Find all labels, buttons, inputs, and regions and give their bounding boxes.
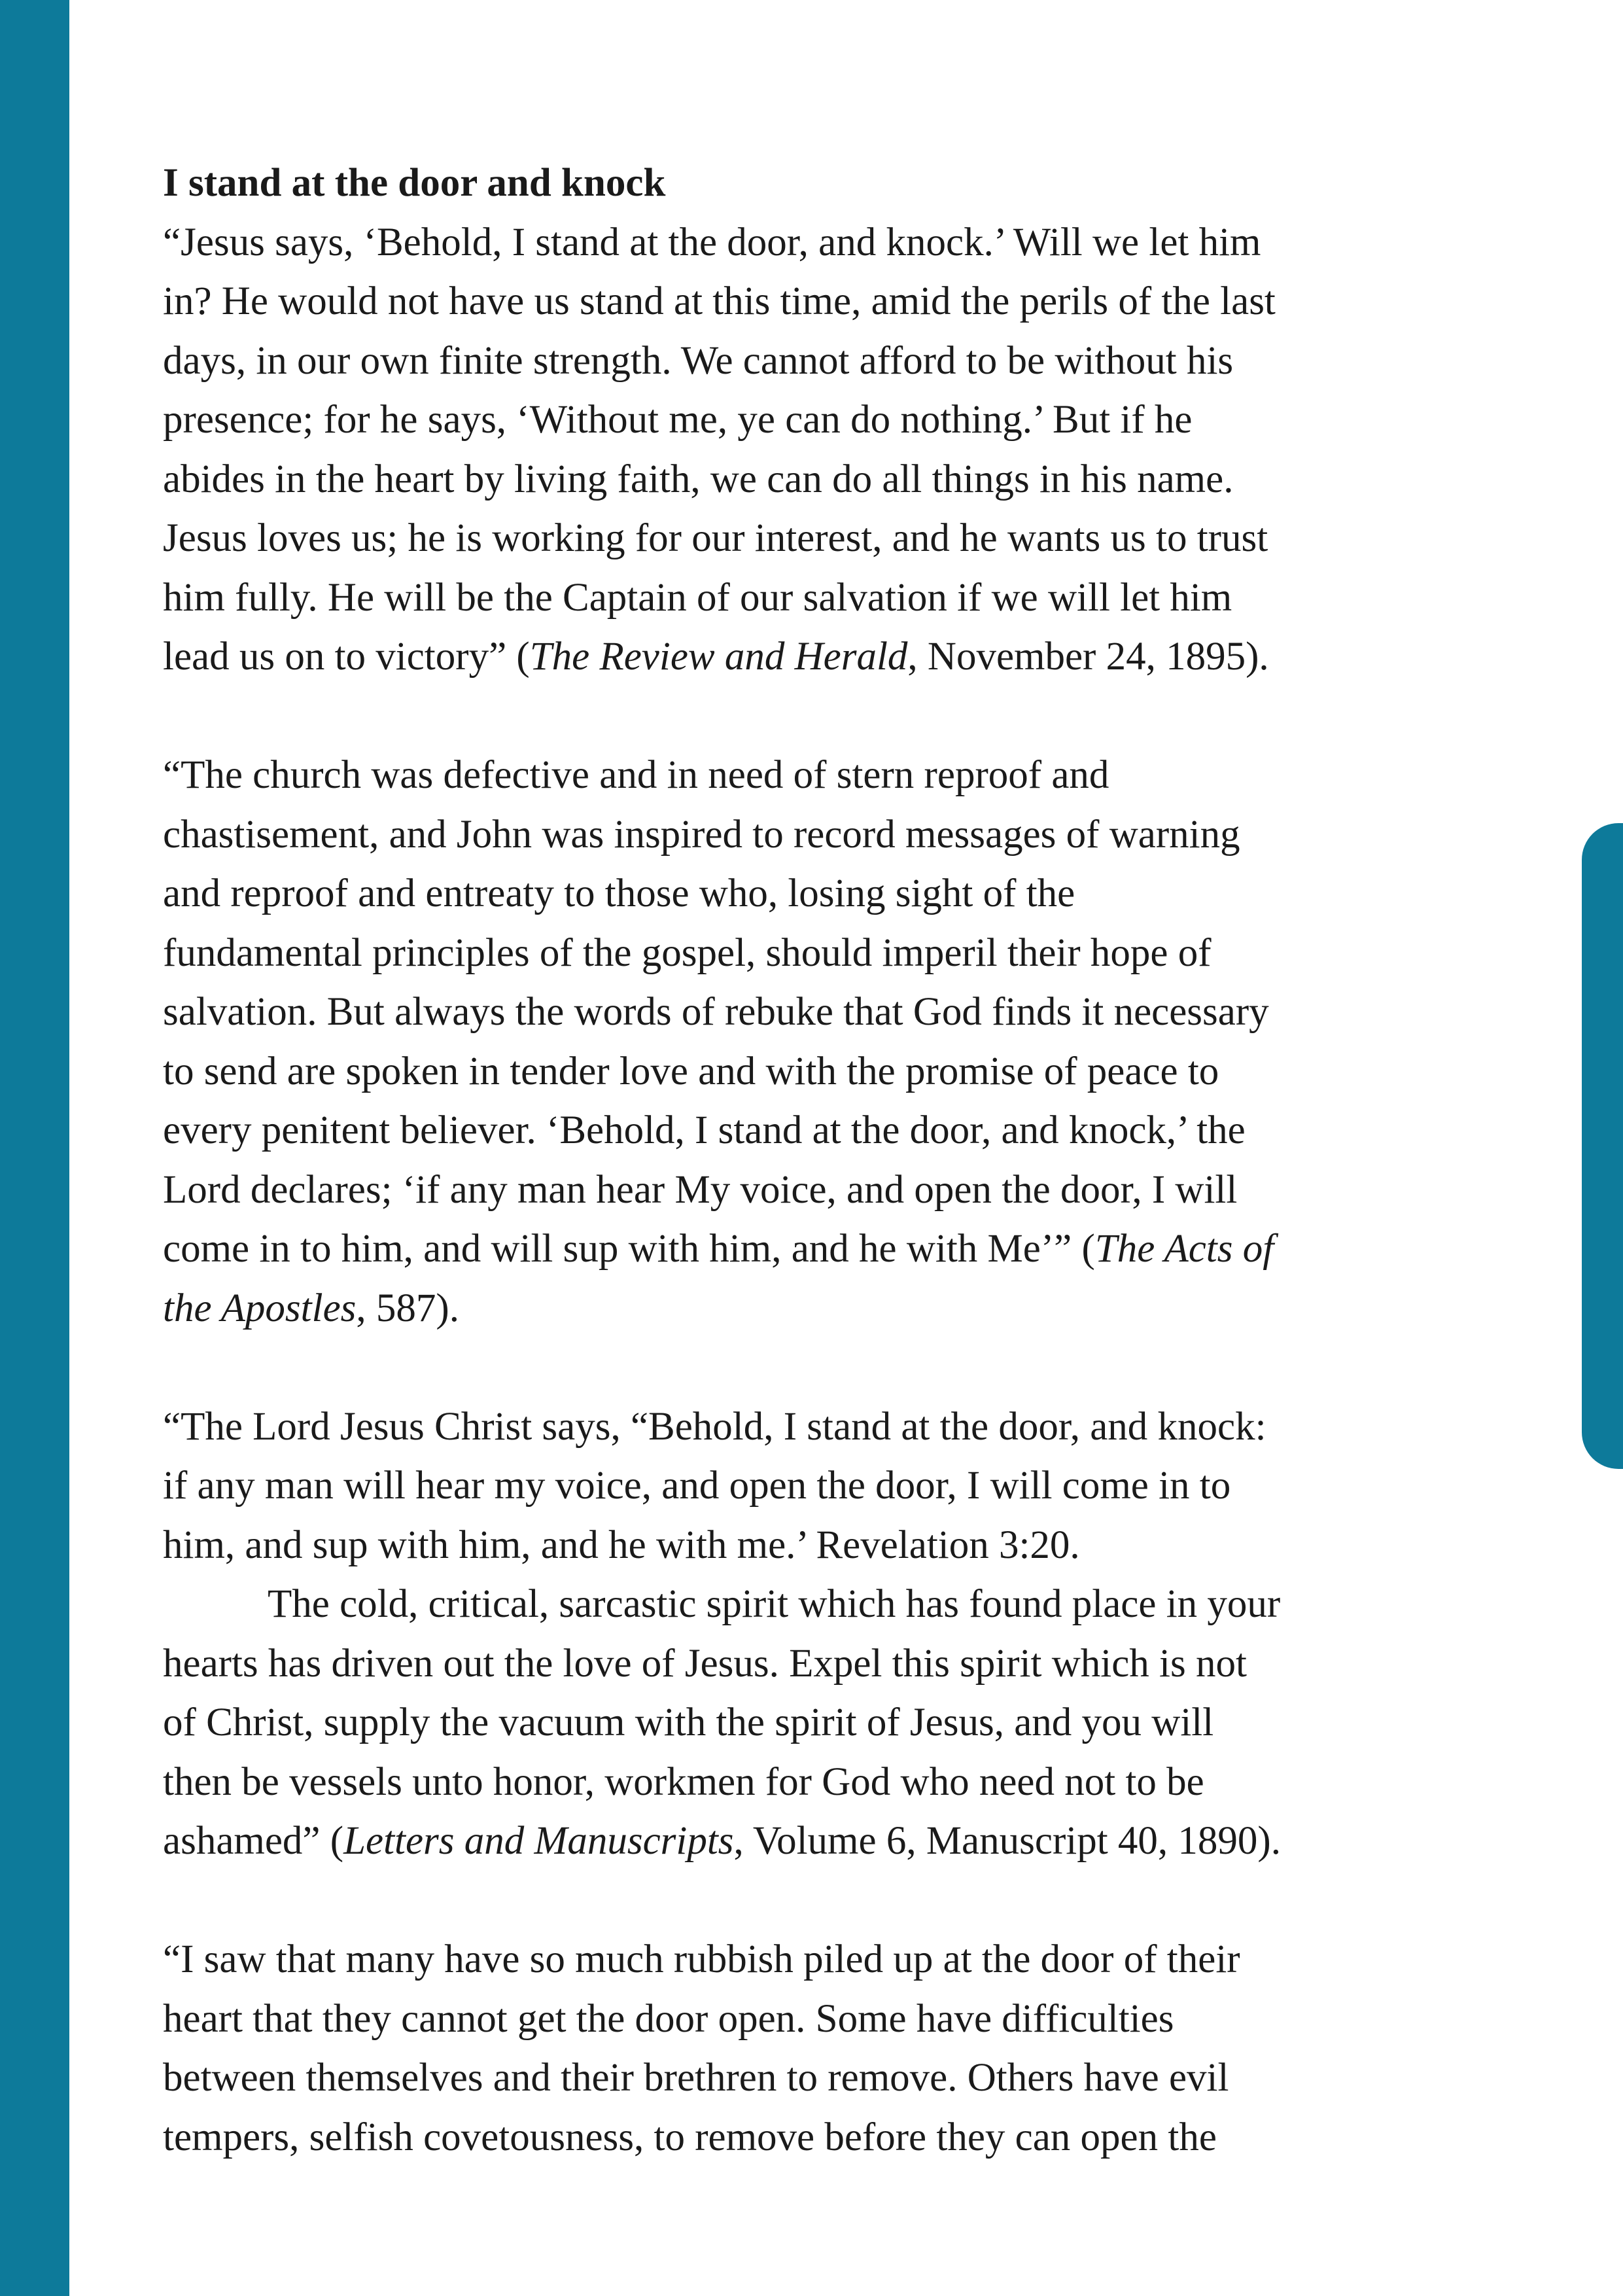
text-run: , Volume 6, Manuscript 40, 1890). — [733, 1819, 1281, 1863]
paragraph-gap — [163, 687, 1478, 747]
text-line — [163, 1812, 1478, 1871]
citation-title: The Review and Herald — [529, 635, 908, 679]
text-run: come in to him, and will sup with him, and he with Me’” ( — [163, 1227, 1095, 1271]
text-line: chastisement, and John was inspired to record messages of warning — [163, 812, 1240, 857]
paragraph-3 — [163, 1398, 1478, 1576]
text-line: Jesus loves us; he is working for our interest, and he wants us to trust — [163, 516, 1268, 560]
text-line: “I saw that many have so much rubbish piled up at the door of their — [163, 1937, 1240, 1981]
text-line: salvation. But always the words of rebuke that God finds it necessary — [163, 990, 1269, 1034]
text-line: him, and sup with him, and he with me.’ Revelation 3:20. — [163, 1523, 1080, 1567]
text-line: abides in the heart by living faith, we can do all things in his name. — [163, 457, 1234, 501]
text-line: between themselves and their brethren to remove. Others have evil — [163, 2056, 1229, 2100]
text-line: Lord declares; ‘if any man hear My voice, and open the door, I will — [163, 1167, 1238, 1212]
text-line: every penitent believer. ‘Behold, I stand at the door, and knock,’ the — [163, 1108, 1246, 1152]
text-line: to send are spoken in tender love and with the promise of peace to — [163, 1049, 1219, 1093]
left-accent-bar — [0, 0, 69, 2296]
paragraph-2 — [163, 746, 1478, 1338]
citation-title: The Acts of — [1094, 1227, 1274, 1271]
text-run: , 587). — [356, 1286, 459, 1330]
text-line — [163, 1220, 1478, 1279]
text-line: The cold, critical, sarcastic spirit which has found place in your — [268, 1582, 1281, 1626]
paragraph-gap — [163, 1871, 1478, 1931]
text-line: of Christ, supply the vacuum with the spirit of Jesus, and you will — [163, 1701, 1214, 1744]
text-line: tempers, selfish covetousness, to remove before they can open the — [163, 2115, 1217, 2159]
citation-title: the Apostles — [163, 1286, 357, 1330]
text-line: “The Lord Jesus Christ says, “Behold, I stand at the door, and knock: — [163, 1404, 1266, 1449]
text-line: hearts has driven out the love of Jesus. Expel this spirit which is not — [163, 1641, 1247, 1686]
text-line: “Jesus says, ‘Behold, I stand at the door, and knock.’ Will we let him — [163, 220, 1261, 264]
text-line: then be vessels unto honor, workmen for God who need not to be — [163, 1759, 1204, 1804]
text-line: “The church was defective and in need of stern reproof and — [163, 753, 1109, 797]
text-line — [163, 627, 1478, 687]
paragraph-gap — [163, 1338, 1478, 1398]
text-line: fundamental principles of the gospel, should imperil their hope of — [163, 930, 1212, 975]
citation-title: Letters and Manuscripts — [343, 1819, 734, 1863]
page-content — [163, 154, 1478, 2167]
text-line: if any man will hear my voice, and open the door, I will come in to — [163, 1464, 1231, 1508]
chapter-tab — [1582, 823, 1623, 1469]
text-line — [163, 1279, 1478, 1339]
text-line: and reproof and entreaty to those who, losing sight of the — [163, 872, 1075, 915]
text-line: presence; for he says, ‘Without me, ye can do nothing.’ But if he — [163, 398, 1193, 442]
paragraph-1 — [163, 213, 1478, 687]
section-heading: I stand at the door and knock — [163, 161, 666, 205]
text-run: , November 24, 1895). — [907, 635, 1269, 679]
text-line: days, in our own finite strength. We cannot afford to be without his — [163, 338, 1234, 383]
paragraph-4 — [163, 1575, 1478, 1871]
text-run: ashamed” ( — [163, 1819, 344, 1863]
text-line: him fully. He will be the Captain of our salvation if we will let him — [163, 575, 1232, 620]
text-line: in? He would not have us stand at this time, amid the perils of the last — [163, 279, 1276, 323]
text-line: heart that they cannot get the door open. Some have difficulties — [163, 1996, 1174, 2041]
text-run: lead us on to victory” ( — [163, 635, 530, 679]
paragraph-5 — [163, 1930, 1478, 2167]
